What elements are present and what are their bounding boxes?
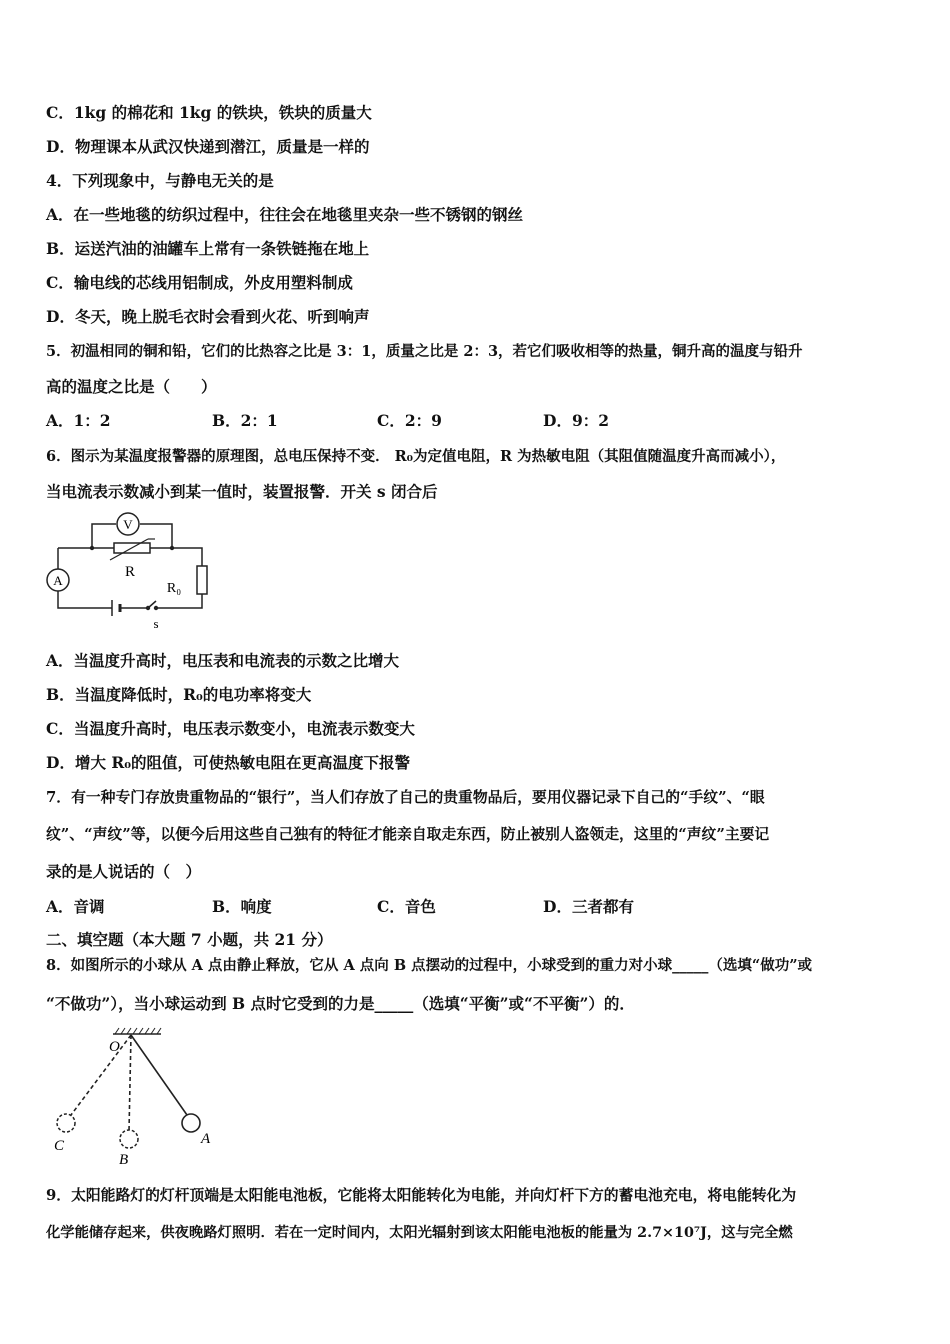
q4-option-d: D．冬天，晚上脱毛衣时会看到火花、听到响声 (46, 307, 370, 326)
q5-stem-line1: 5．初温相同的铜和铅，它们的比热容之比是 3：1，质量之比是 2：3，若它们吸收相等的热量，铜升高的温度与铅升 (46, 343, 803, 360)
q6-option-b: B．当温度降低时，R₀的电功率将变大 (46, 685, 312, 704)
q4-option-c: C．输电线的芯线用铝制成，外皮用塑料制成 (46, 273, 353, 292)
q8-stem-line1: 8．如图所示的小球从 A 点由静止释放，它从 A 点向 B 点摆动的过程中，小球受到的重力对小球_____（选填“做功”或 (46, 957, 813, 974)
point-o-label: O (109, 1039, 120, 1055)
q4-option-a: A．在一些地毯的纺织过程中，往往会在地毯里夹杂一些不锈钢的钢丝 (46, 205, 524, 224)
ammeter-label: A (53, 573, 63, 588)
q6-stem-line2: 当电流表示数减小到某一值时，装置报警．开关 s 闭合后 (46, 482, 438, 501)
q8-stem-line2: “不做功”），当小球运动到 B 点时它受到的力是_____（选填“平衡”或“不平衡”）的． (46, 994, 635, 1013)
q6-option-c: C．当温度升高时，电压表示数变小，电流表示数变大 (46, 719, 415, 738)
q5-option-a: A．1：2 (46, 411, 111, 430)
q9-stem-line1: 9．太阳能路灯的灯杆顶端是太阳能电池板，它能将太阳能转化为电能，并向灯杆下方的蓄电池充电，将电能转化为 (46, 1187, 797, 1204)
q5-option-c: C．2：9 (377, 411, 442, 430)
q7-option-b: B．响度 (212, 897, 272, 916)
section-heading: 二、填空题（本大题 7 小题，共 21 分） (46, 930, 333, 949)
q7-stem-line3: 录的是人说话的（ ） (46, 862, 202, 881)
q7-option-c: C．音色 (377, 897, 436, 916)
q3-option-d: D．物理课本从武汉快递到潜江，质量是一样的 (46, 137, 370, 156)
q5-stem-line2: 高的温度之比是（ ） (46, 377, 217, 396)
q6-option-a: A．当温度升高时，电压表和电流表的示数之比增大 (46, 651, 400, 670)
q7-option-d: D．三者都有 (543, 897, 634, 916)
circuit-diagram (40, 510, 230, 635)
q5-option-d: D．9：2 (543, 411, 610, 430)
q6-option-d: D．增大 R₀的阻值，可使热敏电阻在更高温度下报警 (46, 753, 411, 772)
point-b-label: B (119, 1152, 129, 1167)
q9-stem-line2: 化学能储存起来，供夜晚路灯照明．若在一定时间内，太阳光辐射到该太阳能电池板的能量为 2.7×10⁷J，这与完全燃 (46, 1225, 793, 1241)
q4-stem: 4．下列现象中，与静电无关的是 (46, 171, 274, 190)
point-c-label: C (54, 1138, 65, 1154)
ball-c (57, 1114, 75, 1132)
r0-resistor (197, 566, 207, 594)
q5-option-b: B．2：1 (212, 411, 278, 430)
point-a-label: A (201, 1131, 211, 1147)
q3-option-c: C．1kg 的棉花和 1kg 的铁块，铁块的质量大 (46, 103, 372, 122)
pendulum-diagram (45, 1027, 225, 1167)
ball-a (182, 1114, 200, 1132)
q7-option-a: A．音调 (46, 897, 105, 916)
q7-stem-line1: 7．有一种专门存放贵重物品的“银行”，当人们存放了自己的贵重物品后，要用仪器记录下自己的“手纹”、“眼 (46, 789, 765, 806)
voltmeter-label: V (123, 517, 133, 532)
q7-stem-line2: 纹”、“声纹”等，以便今后用这些自己独有的特征才能亲自取走东西，防止被别人盗领走，这里的“声纹”主要记 (46, 826, 770, 843)
r-label: R (124, 564, 136, 580)
switch-label: s (153, 616, 159, 631)
q6-stem-line1: 6．图示为某温度报警器的原理图，总电压保持不变． R₀为定值电阻，R 为热敏电阻（其阻值随温度升高而减小）， (46, 448, 786, 465)
ball-b (120, 1130, 138, 1148)
q4-option-b: B．运送汽油的油罐车上常有一条铁链拖在地上 (46, 239, 370, 258)
r0-label: R₀ (166, 581, 182, 596)
